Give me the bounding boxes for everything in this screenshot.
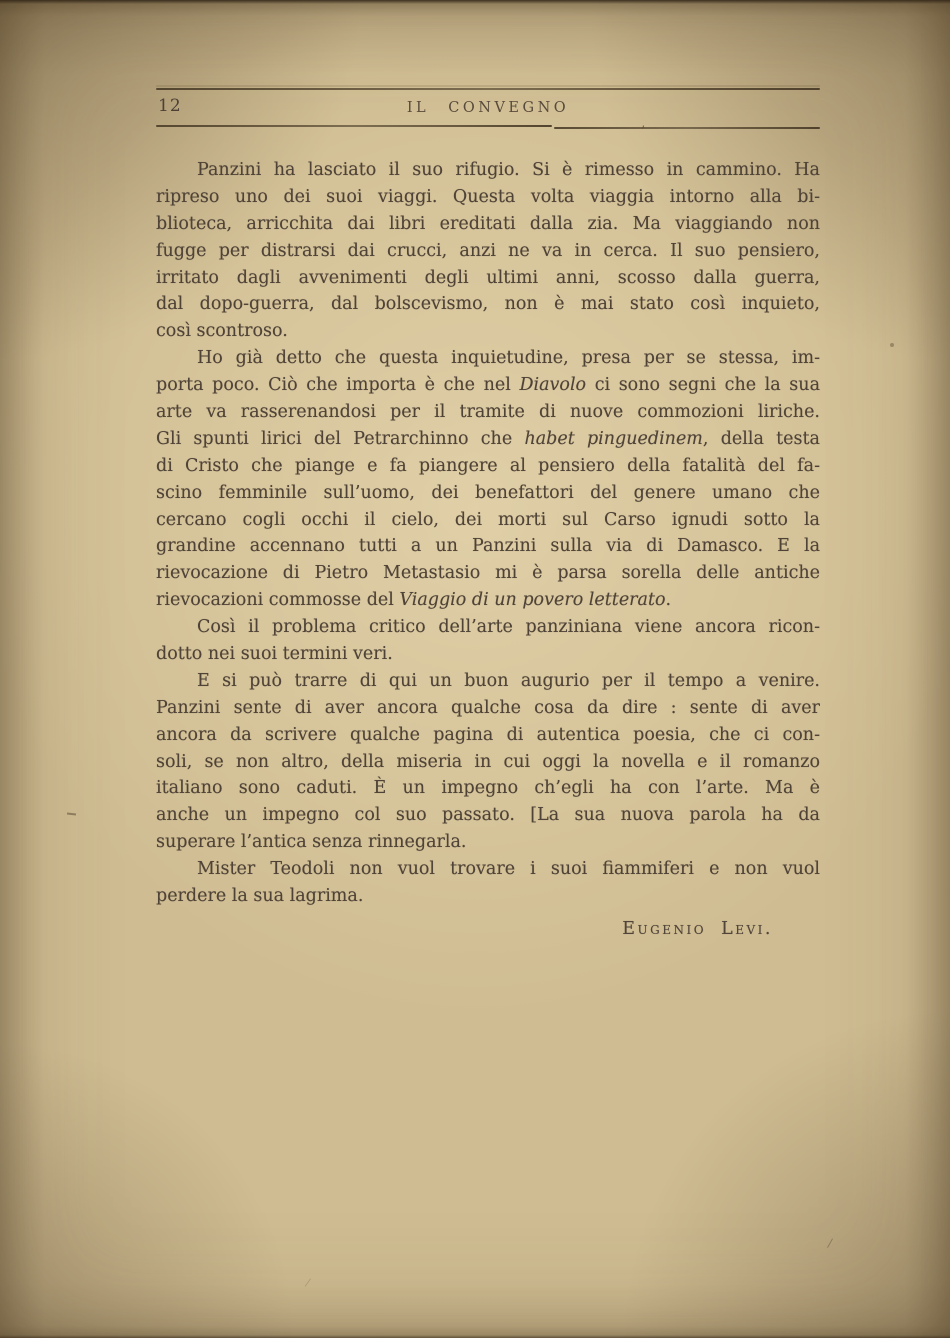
scan-artifact-slash: /	[826, 1235, 834, 1251]
text-line: grandine accennano tutti a un Panzini sulla via di Damasco. E la	[156, 536, 820, 557]
paragraph	[156, 345, 820, 614]
text-line: scino femminile sull’uomo, dei benefattori del genere umano che	[156, 482, 820, 503]
text-line: fugge per distrarsi dai crucci, anzi ne va in cerca. Il suo pensiero,	[156, 240, 820, 261]
text-line: E si può trarre di qui un buon augurio per il tempo a venire.	[197, 670, 820, 691]
text-line: ripreso uno dei suoi viaggi. Questa volta viaggia intorno alla bi-	[156, 186, 820, 207]
scan-artifact-quote: ’	[641, 124, 646, 139]
text-line: cercano cogli occhi il cielo, dei morti sul Carso ignudi sotto la	[156, 509, 820, 530]
paragraph	[156, 614, 820, 668]
text-line: Ho già detto che questa inquietudine, presa per se stessa, im-	[197, 348, 820, 369]
text-line: dotto nei suoi termini veri.	[156, 644, 393, 665]
text-line: anche un impegno col suo passato. [La sua nuova parola ha da	[156, 805, 820, 826]
text-line: Mister Teodoli non vuol trovare i suoi fiammiferi e non vuol	[197, 859, 820, 880]
text-line: rievocazione di Pietro Metastasio mi è parsa sorella delle antiche	[156, 563, 820, 584]
text-line: soli, se non altro, della miseria in cui oggi la novella e il romanzo	[156, 751, 820, 772]
author-signature: Eugenio Levi.	[622, 918, 773, 939]
header-top-rule	[156, 88, 820, 90]
text-line: Panzini ha lasciato il suo rifugio. Si è rimesso in cammino. Ha	[197, 160, 820, 180]
page-number: 12	[158, 96, 182, 116]
text-line: così scontroso.	[156, 321, 288, 342]
text-line: blioteca, arricchita dai libri ereditati dalla zia. Ma viaggiando non	[156, 213, 820, 234]
header-bottom-rule-right	[554, 127, 820, 129]
text-line: di Cristo che piange e fa piangere al pensiero della fatalità del fa-	[156, 455, 820, 476]
paragraph	[156, 157, 820, 345]
text-line: arte va rasserenandosi per il tramite di nuove commozioni liriche.	[156, 402, 820, 423]
scan-artifact-slash-faint: /	[304, 1275, 312, 1290]
text-line: Panzini sente di aver ancora qualche cosa da dire : sente di aver	[156, 697, 820, 718]
paragraph	[156, 668, 820, 856]
scan-artifact-speck	[890, 343, 894, 347]
body-text	[156, 157, 820, 943]
text-line: perdere la sua lagrima.	[156, 886, 364, 907]
scan-artifact-dash	[67, 813, 76, 816]
text-line: superare l’antica senza rinnegarla.	[156, 832, 467, 853]
paragraph	[156, 856, 820, 910]
text-line: Gli spunti lirici del Petrarchinno che habet pinguedinem, della testa	[156, 428, 820, 449]
header-bottom-rule-left	[156, 125, 552, 127]
journal-title: IL CONVEGNO	[406, 100, 570, 116]
text-line: rievocazioni commosse del Viaggio di un povero letterato.	[156, 590, 672, 611]
text-line: italiano sono caduti. È un impegno ch’egli ha con l’arte. Ma è	[156, 778, 820, 799]
text-line: ancora da scrivere qualche pagina di autentica poesia, che ci con-	[156, 724, 820, 745]
text-line: irritato dagli avvenimenti degli ultimi anni, scosso dalla guerra,	[156, 267, 820, 288]
text-line: Così il problema critico dell’arte panziniana viene ancora ricon-	[197, 617, 820, 638]
text-line: dal dopo-guerra, dal bolscevismo, non è mai stato così inquieto,	[156, 294, 820, 315]
text-line: porta poco. Ciò che importa è che nel Diavolo ci sono segni che la sua	[156, 375, 820, 396]
